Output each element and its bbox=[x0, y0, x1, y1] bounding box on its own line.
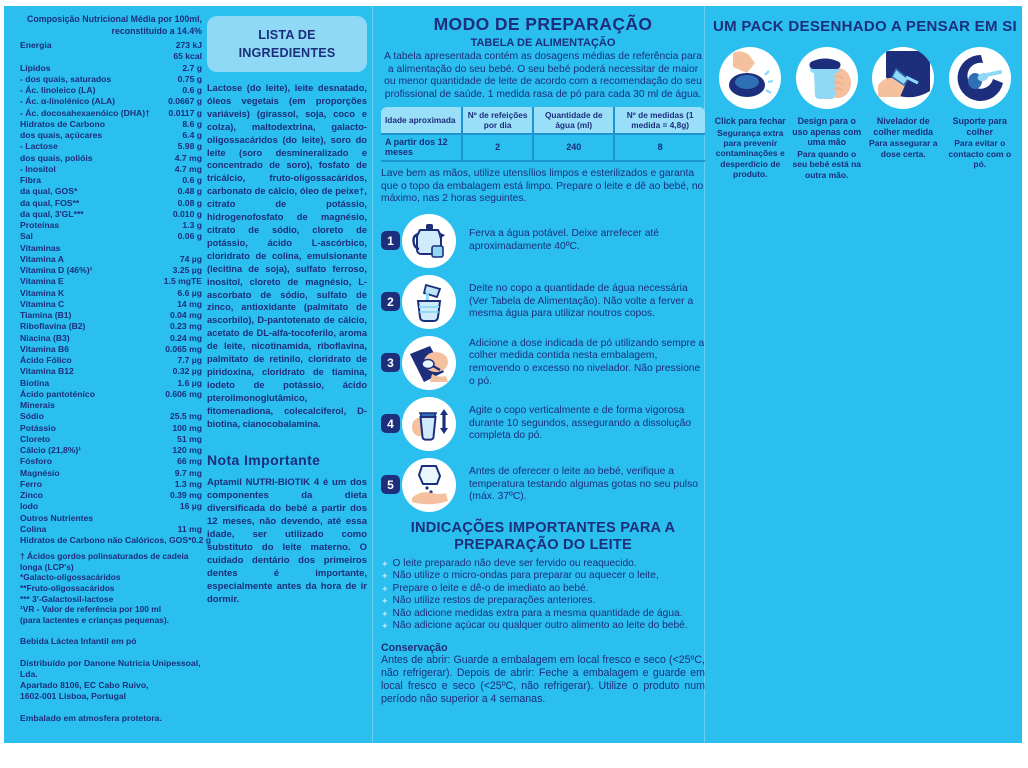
nutrient-value: 0.32 µg bbox=[172, 366, 202, 377]
scoop-leveler-icon bbox=[872, 47, 934, 109]
indications-title-line1: INDICAÇÕES IMPORTANTES PARA A bbox=[410, 519, 676, 536]
distributor-address bbox=[20, 658, 202, 702]
nutrition-row bbox=[20, 310, 202, 321]
nutrition-row bbox=[20, 445, 202, 456]
nutrition-row bbox=[20, 378, 202, 389]
nutrition-row bbox=[20, 456, 202, 467]
step-5-number: 5 bbox=[381, 475, 400, 494]
nutrient-label: - Ác. linoleico (LA) bbox=[20, 85, 96, 95]
packaging-back-panel bbox=[4, 6, 1022, 743]
nutrition-row bbox=[20, 479, 202, 490]
nutrition-row bbox=[20, 524, 202, 535]
kettle-icon bbox=[402, 214, 456, 268]
feeding-table-data-row bbox=[381, 134, 705, 161]
feature-desc: Para assegurar a dose certa. bbox=[868, 138, 938, 159]
feeding-table-header-row bbox=[381, 107, 705, 134]
nutrition-row bbox=[20, 265, 202, 276]
feeding-header-water: Quantidade de água (ml) bbox=[533, 107, 614, 134]
nutrient-label: Biotina bbox=[20, 377, 50, 388]
nutrition-row bbox=[20, 535, 212, 546]
nutrition-row bbox=[20, 63, 202, 74]
nutrient-value: 0.065 mg bbox=[165, 343, 202, 354]
packaging-note: Embalado em atmosfera protetora. bbox=[20, 713, 162, 724]
nutrient-label: Riboflavina (B2) bbox=[20, 321, 86, 332]
indication-item bbox=[381, 595, 705, 608]
nutrient-label: Hidratos de Carbono bbox=[20, 118, 105, 129]
indication-text: Não utilize restos de preparações anteriores. bbox=[392, 595, 596, 607]
hygiene-note: Lave bem as mãos, utilize utensílios limpos e esterilizados e garanta que o topo da embalagem está limpo. Prepare o leite e dê ao bebé, no máximo, nas 2 horas seguintes. bbox=[381, 167, 704, 205]
nutrient-label: - Ác. docosahexaenóico (DHA)† bbox=[20, 107, 150, 118]
step-4-number: 4 bbox=[381, 414, 400, 433]
nutrient-value: 0.6 g bbox=[182, 175, 202, 185]
feature-desc: Para quando o seu bebé está na outra mão. bbox=[792, 148, 861, 180]
nutrient-label: - Ác. α-linolénico (ALA) bbox=[20, 96, 116, 107]
nutrient-value: 65 kcal bbox=[173, 51, 202, 62]
ingredients-box-title: LISTA DE INGREDIENTES bbox=[238, 28, 336, 60]
nutrition-row bbox=[20, 153, 202, 164]
preparation-steps bbox=[381, 214, 705, 512]
nutrition-row bbox=[20, 468, 202, 479]
indication-item bbox=[381, 583, 705, 596]
step-1 bbox=[381, 214, 705, 268]
wrist-test-icon bbox=[402, 458, 456, 512]
nutrient-label: Proteínas bbox=[20, 220, 60, 230]
feature-title: Nivelador de colher medida bbox=[873, 116, 934, 137]
nutrition-row bbox=[20, 254, 202, 265]
feeding-table bbox=[381, 107, 705, 162]
nutrient-label: dos quais, açúcares bbox=[20, 130, 103, 140]
nutrition-row bbox=[20, 389, 202, 400]
footnote-line: ¹VR - Valor de referência por 100 ml bbox=[20, 604, 162, 615]
nutrition-column bbox=[20, 14, 212, 724]
footnote-line: **Fruto-oligossacáridos bbox=[20, 583, 115, 594]
nutrient-label: Lípidos bbox=[20, 62, 51, 73]
feature-one-hand-design bbox=[790, 47, 865, 180]
nutrient-label: Hidratos de Carbono não Calóricos, GOS* bbox=[20, 535, 192, 545]
step-1-number: 1 bbox=[381, 231, 400, 250]
nutrition-row bbox=[20, 164, 202, 175]
indications-title-line2: PREPARAÇÃO DO LEITE bbox=[454, 536, 632, 553]
nutrient-label: Vitamina B12 bbox=[20, 366, 74, 377]
indication-text: Não utilize o micro-ondas para preparar ou aquecer o leite, bbox=[392, 570, 659, 582]
nutrition-row bbox=[20, 366, 202, 377]
nutrition-row bbox=[20, 220, 202, 231]
nutrient-value: 11 mg bbox=[177, 523, 202, 534]
one-hand-cup-icon bbox=[796, 47, 858, 109]
indication-item bbox=[381, 608, 705, 621]
nutrition-row bbox=[20, 434, 202, 445]
nutrient-value: 6.4 g bbox=[182, 130, 202, 140]
nutrient-value: 0.08 g bbox=[177, 197, 202, 208]
distributor-line: Apartado 8106, EC Cabo Ruivo, bbox=[20, 680, 149, 691]
nutrition-row bbox=[20, 333, 202, 344]
nutrition-title-line1: Composição Nutricional Média por 100ml, bbox=[27, 14, 202, 24]
nutrient-value: 1.6 µg bbox=[177, 377, 202, 388]
nutrient-value: 0.23 mg bbox=[169, 321, 202, 332]
nutrient-label: Iodo bbox=[20, 501, 39, 512]
step-2-number: 2 bbox=[381, 292, 400, 311]
nutrient-label: Vitamina C bbox=[20, 298, 65, 309]
nutrient-label: Niacina (B3) bbox=[20, 332, 70, 343]
feature-title: Design para o uso apenas com uma mão bbox=[792, 116, 862, 148]
spoon-holder-icon bbox=[949, 47, 1011, 109]
indication-text: Não adicione medidas extra para a mesma quantidade de água. bbox=[392, 607, 683, 619]
step-4 bbox=[381, 397, 705, 451]
distributor-line: Distribuído por Danone Nutricia Unipessoal, Lda. bbox=[20, 658, 201, 680]
nutrition-row bbox=[20, 85, 202, 96]
nutrient-label: Vitamina D (46%)¹ bbox=[20, 265, 93, 275]
nutrition-row bbox=[20, 411, 202, 422]
preparation-intro: A tabela apresentada contém as dosagens médias de referência para a alimentação do seu bebé. O seu bebé poderá necessitar de maior ou menor quantidade de leite de acordo com a recomendação do seu profissional de saúde. 1 medida rasa de pó para cada 30 ml de água. bbox=[384, 51, 702, 101]
nutrient-value: 0.6 g bbox=[182, 85, 202, 95]
nutrition-row bbox=[20, 96, 202, 107]
nutrient-label: Fibra bbox=[20, 175, 42, 185]
footnote-line: *** 3'-Galactosil-lactose bbox=[20, 593, 114, 604]
nutrient-value: 0.010 g bbox=[172, 208, 202, 219]
nutrient-value: 25.5 mg bbox=[169, 411, 202, 422]
nutrition-row bbox=[20, 321, 202, 332]
nutrition-row bbox=[20, 74, 202, 85]
preparation-title: MODO DE PREPARAÇÃO bbox=[433, 14, 653, 34]
feature-click-to-close bbox=[713, 47, 788, 180]
nutrient-value: 74 µg bbox=[179, 253, 202, 264]
nutrient-label: Sódio bbox=[20, 411, 44, 422]
pack-features-column bbox=[712, 18, 1018, 180]
nutrient-label: - Lactose bbox=[20, 141, 58, 152]
sparkle-bullet-icon: ✦ bbox=[381, 583, 389, 594]
step-5 bbox=[381, 458, 705, 512]
nutrient-value: 100 mg bbox=[172, 422, 202, 433]
nutrient-label: Vitamina E bbox=[20, 276, 64, 287]
nutrient-label: Energia bbox=[20, 40, 52, 50]
indication-text: O leite preparado não deve ser fervido ou reaquecido. bbox=[392, 557, 637, 569]
nutrient-label: Sal bbox=[20, 231, 33, 242]
nutrient-label: - Inositol bbox=[20, 163, 56, 174]
nutrition-row bbox=[20, 276, 202, 287]
nutrition-row bbox=[20, 175, 202, 186]
product-type: Bebida Láctea Infantil em pó bbox=[20, 636, 137, 647]
step-5-text: Antes de oferecer o leite ao bebé, verifique a temperatura testando algumas gotas no seu pulso (máx. 37ºC). bbox=[469, 466, 698, 503]
nutrient-label: Fósforo bbox=[20, 456, 52, 467]
feeding-table-title: TABELA DE ALIMENTAÇÃO bbox=[470, 37, 616, 49]
footnote-line: † Ácidos gordos polinsaturados de cadeia longa (LCP's) bbox=[20, 551, 189, 572]
feature-desc: Segurança extra para prevenir contaminações e desperdício de produto. bbox=[715, 127, 785, 180]
footnote-line: (para lactentes e crianças pequenas). bbox=[20, 614, 169, 625]
pour-water-icon bbox=[402, 275, 456, 329]
indications-list bbox=[381, 558, 705, 633]
nutrient-value: 1.3 g bbox=[182, 220, 202, 230]
nutrient-value: 4.7 mg bbox=[174, 152, 202, 163]
feature-scoop-holder bbox=[943, 47, 1018, 180]
ingredients-box bbox=[207, 16, 367, 72]
nutrient-label: Colina bbox=[20, 523, 47, 534]
nutrient-value: 0.2 g bbox=[191, 535, 212, 545]
nutrition-row bbox=[20, 299, 202, 310]
nutrient-value: 1.5 mgTE bbox=[163, 276, 202, 287]
important-note-title: Nota Importante bbox=[207, 452, 321, 469]
sparkle-bullet-icon: ✦ bbox=[381, 558, 389, 569]
nutrient-value: 0.606 mg bbox=[165, 388, 202, 399]
nutrient-value: 3.25 µg bbox=[172, 265, 202, 275]
nutrient-label: Ferro bbox=[20, 478, 42, 489]
nutrition-row bbox=[20, 501, 202, 512]
nutrient-label: Zinco bbox=[20, 490, 43, 500]
nutrient-label: Magnésio bbox=[20, 467, 60, 478]
sparkle-bullet-icon: ✦ bbox=[381, 608, 389, 619]
nutrient-value: 120 mg bbox=[172, 445, 202, 455]
nutrition-row bbox=[20, 141, 202, 152]
conservation-title: Conservação bbox=[381, 641, 448, 654]
nutrient-label: Potássio bbox=[20, 422, 56, 433]
sparkle-bullet-icon: ✦ bbox=[381, 571, 389, 582]
nutrient-value: 0.39 mg bbox=[169, 490, 202, 500]
nutrition-row bbox=[20, 186, 202, 197]
nutrient-value: 9.7 mg bbox=[174, 467, 202, 478]
fold-line bbox=[372, 6, 373, 743]
distributor-line: 1602-001 Lisboa, Portugal bbox=[20, 691, 127, 702]
nutrition-row bbox=[20, 513, 202, 524]
nutrient-value: 0.75 g bbox=[177, 73, 202, 84]
feeding-header-age: Idade aproximada bbox=[381, 107, 462, 134]
nutrient-value: 66 mg bbox=[177, 456, 202, 467]
nutrition-title-line2: reconstituído a 14.4% bbox=[111, 25, 202, 36]
nutrition-footnotes bbox=[20, 551, 202, 625]
indication-text: Prepare o leite e dê-o de imediato ao bebé. bbox=[392, 582, 589, 594]
nutrient-label: da qual, GOS* bbox=[20, 186, 78, 197]
feeding-water-value: 240 bbox=[533, 134, 614, 161]
nutrient-label: Tiamina (B1) bbox=[20, 310, 72, 320]
nutrition-row bbox=[20, 51, 202, 62]
indication-item bbox=[381, 558, 705, 571]
click-lid-icon bbox=[719, 47, 781, 109]
nutrient-value: 51 mg bbox=[177, 433, 202, 444]
nutrient-label: Cálcio (21,8%)¹ bbox=[20, 445, 82, 455]
nutrition-title bbox=[20, 14, 202, 37]
nutrition-row bbox=[20, 198, 202, 209]
feeding-scoops-value: 8 bbox=[614, 134, 705, 161]
nutrition-row bbox=[20, 344, 202, 355]
nutrition-row bbox=[20, 130, 202, 141]
important-indications-title bbox=[381, 520, 705, 554]
nutrition-row bbox=[20, 400, 202, 411]
sparkle-bullet-icon: ✦ bbox=[381, 621, 389, 632]
indication-item bbox=[381, 620, 705, 633]
nutrition-row bbox=[20, 423, 202, 434]
ingredients-column bbox=[207, 16, 367, 606]
nutrient-label: Minerais bbox=[20, 400, 55, 410]
step-3-number: 3 bbox=[381, 353, 400, 372]
nutrient-label: Vitaminas bbox=[20, 242, 61, 253]
nutrient-value: 4.7 mg bbox=[174, 163, 202, 174]
sparkle-bullet-icon: ✦ bbox=[381, 596, 389, 607]
pack-features bbox=[712, 47, 1018, 180]
feature-title: Suporte para colher bbox=[952, 116, 1007, 137]
feeding-age-value: A partir dos 12 meses bbox=[381, 134, 462, 161]
nutrient-value: 0.04 mg bbox=[169, 310, 202, 320]
nutrition-row bbox=[20, 490, 202, 501]
nutrient-value: 6.6 µg bbox=[177, 287, 202, 298]
footnote-line: *Galacto-oligossacáridos bbox=[20, 572, 121, 583]
nutrient-value: 7.7 µg bbox=[177, 355, 202, 365]
scoop-powder-icon bbox=[402, 336, 456, 390]
nutrient-label: Outros Nutrientes bbox=[20, 512, 94, 523]
feature-scoop-leveler bbox=[866, 47, 941, 180]
nutrient-value: 273 kJ bbox=[175, 40, 202, 50]
nutrition-row bbox=[20, 288, 202, 299]
nutrient-value: 0.06 g bbox=[177, 231, 202, 242]
conservation-text: Antes de abrir: Guarde a embalagem em local fresco e seco (<25ºC, não refrigerar). Depois de abrir: Feche a embalagem e guarde em local fresco e seco (<25ºC, não refrigerar). Utilize o produto num período não superior a 4 semanas. bbox=[381, 653, 705, 705]
nutrient-label: dos quais, polióis bbox=[20, 152, 93, 163]
pack-title: UM PACK DESENHADO A PENSAR EM SI bbox=[712, 18, 1018, 35]
preparation-column bbox=[381, 14, 705, 706]
nutrient-value: 0.0667 g bbox=[168, 96, 202, 107]
feeding-meals-value: 2 bbox=[462, 134, 533, 161]
nutrition-row bbox=[20, 108, 202, 119]
nutrient-label: da qual, FOS** bbox=[20, 197, 80, 208]
step-4-text: Agite o copo verticalmente e de forma vigorosa durante 10 segundos, assegurando a dissolução completa do pó. bbox=[469, 405, 692, 442]
nutrition-row bbox=[20, 209, 202, 220]
ingredients-text: Lactose (do leite), leite desnatado, óleos vegetais (em proporções variáveis) (girassol, soja, coco e colza), maltodextrina, galacto-oligossacáridos (do leite), soro do leite (soro desmineralizado e concentrado de soro), fosfato de tricálcio, fruto-oligossacáridos, carbonato de cálcio, óleo de peixe†, citrato de potássio, hidrogenofosfato de magnésio, citrato de sódio, cloreto de potássio, ácido L-ascórbico, cloridrato de colina, emulsionante (lecitina de soja), sulfato ferroso, inositol, cloreto de magnésio, L-ascorbato de sódio, sulfato de zinco, antioxidante (palmitato de ascorbilo), D-pantotenato de cálcio, acetato de DL-alfa-tocoferilo, aroma de leite, nicotinamida, riboflavina, palmitato de retinilo, cloridrato de piridoxina, cloridrato de tiamina, iodeto de potássio, ácido pteroilmonoglutâmico, fitomenadiona, colecalciferol, D-biotina, cianocobalamina. bbox=[207, 83, 368, 429]
nutrient-value: 0.48 g bbox=[177, 186, 202, 197]
nutrition-row bbox=[20, 119, 202, 130]
indication-item bbox=[381, 570, 705, 583]
nutrient-value: 0.0117 g bbox=[168, 107, 202, 118]
step-3-text: Adicione a dose indicada de pó utilizando sempre a colher medida contida nesta embalagem, removendo o excesso no nivelador. Não pressione o pó. bbox=[469, 337, 705, 387]
nutrient-value: 2.7 g bbox=[182, 62, 202, 73]
feature-title: Click para fechar bbox=[714, 116, 786, 126]
nutrient-label: Ácido pantoténico bbox=[20, 388, 95, 399]
nutrient-label: Ácido Fólico bbox=[20, 355, 72, 365]
nutrient-value: 8.6 g bbox=[182, 118, 202, 129]
nutrient-value: 16 µg bbox=[179, 501, 202, 512]
feature-desc: Para evitar o contacto com o pó. bbox=[948, 138, 1012, 169]
nutrition-table bbox=[20, 40, 212, 546]
nutrient-value: 5.98 g bbox=[177, 141, 202, 152]
step-2 bbox=[381, 275, 705, 329]
nutrient-label: da qual, 3'GL*** bbox=[20, 208, 84, 219]
nutrient-value: 0.24 mg bbox=[169, 332, 202, 343]
step-2-text: Deite no copo a quantidade de água necessária (Ver Tabela de Alimentação). Não volte a ferver a mesma água para utilizar noutros copos. bbox=[469, 283, 694, 320]
step-1-text: Ferva a água potável. Deixe arrefecer até aproximadamente 40ºC. bbox=[469, 228, 660, 252]
indication-text: Não adicione açúcar ou qualquer outro alimento ao leite do bebé. bbox=[392, 620, 688, 632]
nutrition-row bbox=[20, 40, 202, 51]
nutrition-row bbox=[20, 231, 202, 242]
nutrient-label: Vitamina B6 bbox=[20, 343, 70, 354]
step-3 bbox=[381, 336, 705, 390]
shake-cup-icon bbox=[402, 397, 456, 451]
nutrient-label: - dos quais, saturados bbox=[20, 73, 112, 84]
nutrient-label: Cloreto bbox=[20, 433, 51, 444]
nutrient-value: 1.3 mg bbox=[174, 478, 202, 489]
nutrient-label: Vitamina K bbox=[20, 287, 65, 298]
important-note-text: Aptamil NUTRI-BIOTIK 4 é um dos componentes da dieta diversificada do bebé a partir dos 12 meses, não devendo, até essa idade, ser utilizado como substituto do leite materno. O cuidado dentário dos primeiros dentes é importante, especialmente antes da hora de ir dormir. bbox=[207, 477, 368, 606]
feeding-header-meals: Nº de refeições por dia bbox=[462, 107, 533, 134]
nutrition-row bbox=[20, 355, 202, 366]
nutrition-row bbox=[20, 243, 202, 254]
nutrient-label: Vitamina A bbox=[20, 253, 64, 264]
feeding-header-scoops: Nº de medidas (1 medida = 4,8g) bbox=[614, 107, 705, 134]
nutrient-value: 14 mg bbox=[177, 298, 202, 309]
